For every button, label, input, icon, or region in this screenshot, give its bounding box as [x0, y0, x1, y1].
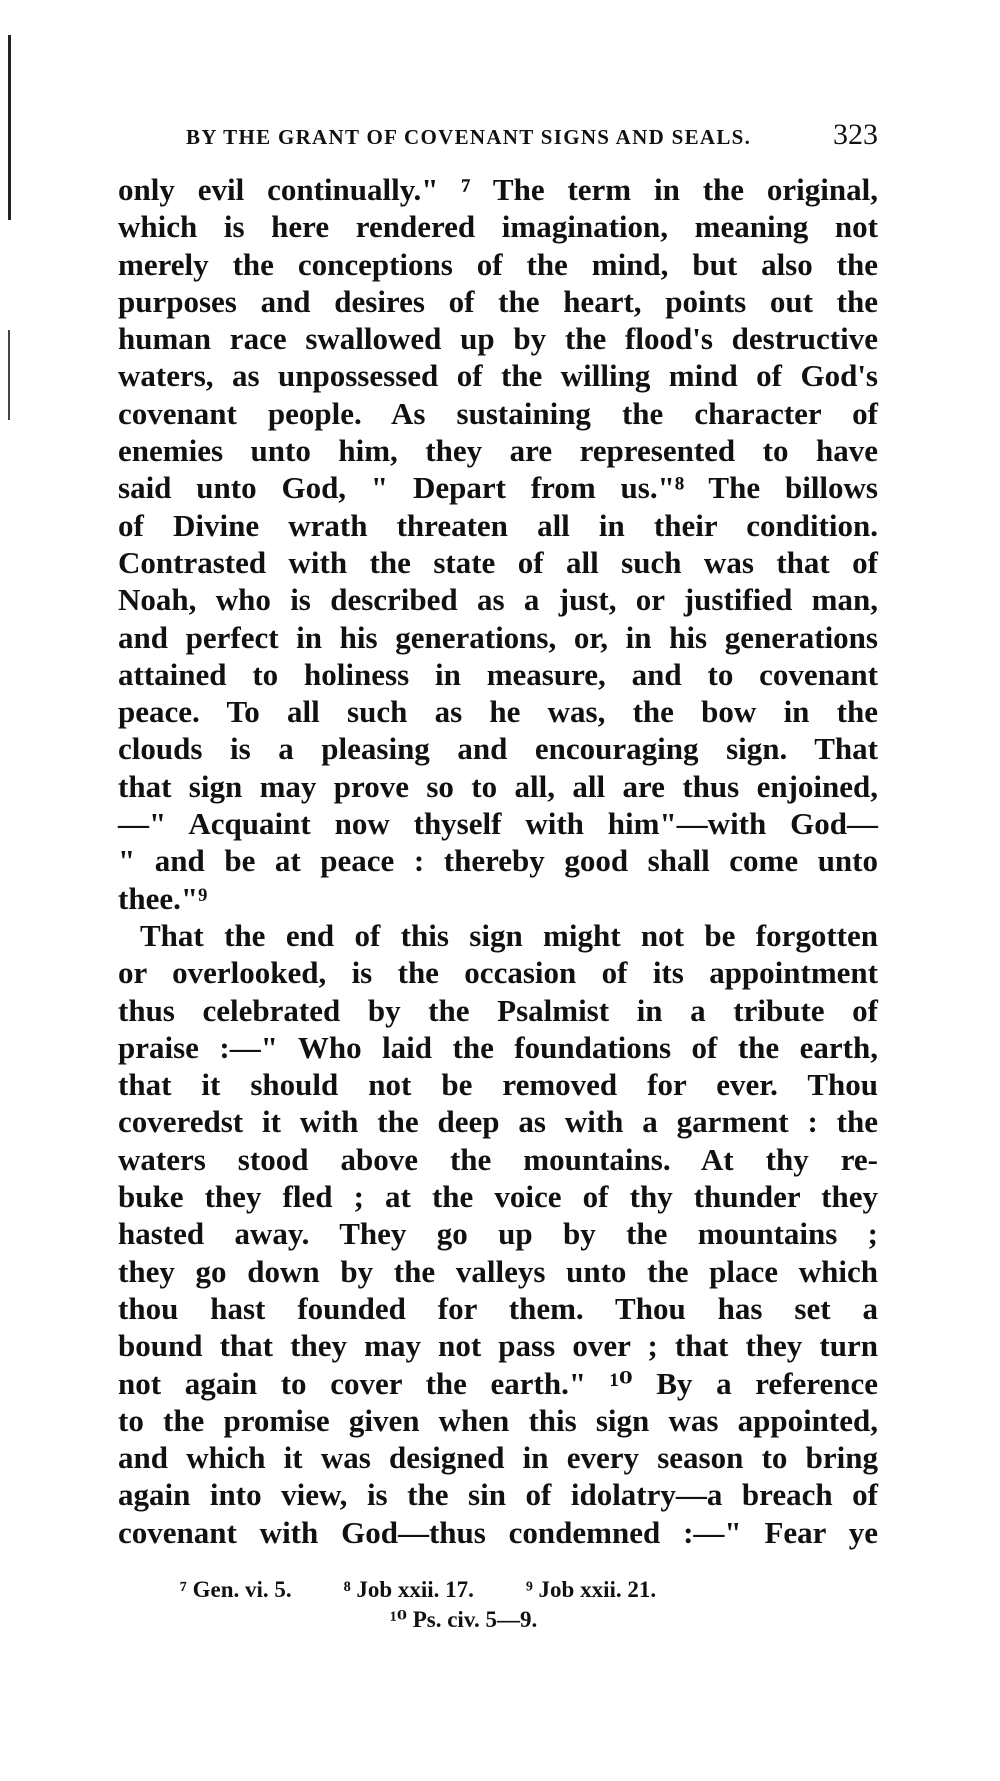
- text-line: said unto God, " Depart from us."⁸ The billows: [118, 470, 878, 506]
- text-line: thus celebrated by the Psalmist in a tribute of: [118, 992, 878, 1028]
- scan-edge-mark-lower: [8, 330, 10, 420]
- text-line: hasted away. They go up by the mountains ;: [118, 1216, 878, 1252]
- running-title: BY THE GRANT OF COVENANT SIGNS AND SEALS.: [186, 125, 752, 149]
- footnote-row: [118, 1575, 878, 1605]
- text-line: merely the conceptions of the mind, but also the: [118, 246, 878, 282]
- text-line-paragraph-start: That the end of this sign might not be forgotten: [140, 917, 878, 953]
- text-line: purposes and desires of the heart, points out the: [118, 283, 878, 319]
- text-line: thou hast founded for them. Thou has set a: [118, 1290, 878, 1326]
- text-line: not again to cover the earth." ¹⁰ By a reference: [118, 1365, 878, 1401]
- text-line: Contrasted with the state of all such was that of: [118, 544, 878, 580]
- text-line: —" Acquaint now thyself with him"—with God—: [118, 806, 878, 842]
- text-line: human race swallowed up by the flood's destructive: [118, 321, 878, 357]
- text-line: attained to holiness in measure, and to covenant: [118, 656, 878, 692]
- footnote-7: ⁷ Gen. vi. 5.: [180, 1576, 292, 1602]
- text-line: peace. To all such as he was, the bow in the: [118, 694, 878, 730]
- text-line: again into view, is the sin of idolatry—a breach of: [118, 1477, 878, 1513]
- text-line: waters stood above the mountains. At thy re-: [118, 1141, 878, 1177]
- text-line: they go down by the valleys unto the place which: [118, 1253, 878, 1289]
- footnote-9: ⁹ Job xxii. 21.: [525, 1576, 657, 1602]
- footnote-10: ¹⁰ Ps. civ. 5—9.: [390, 1606, 538, 1632]
- text-line: coveredst it with the deep as with a garment : the: [118, 1104, 878, 1140]
- text-line: clouds is a pleasing and encouraging sign. That: [118, 731, 878, 767]
- text-line: which is here rendered imagination, meaning not: [118, 209, 878, 245]
- text-line: that sign may prove so to all, all are thus enjoined,: [118, 768, 878, 804]
- text-line: praise :—" Who laid the foundations of the earth,: [118, 1029, 878, 1065]
- book-page: [118, 118, 878, 1635]
- running-head: [186, 118, 878, 168]
- body-text: [118, 171, 878, 1551]
- page-number: 323: [833, 118, 878, 151]
- text-line: enemies unto him, they are represented to have: [118, 433, 878, 469]
- footnote-8: ⁸ Job xxii. 17.: [343, 1576, 474, 1602]
- text-line-paragraph-end: thee."⁹: [118, 880, 208, 916]
- text-line: and perfect in his generations, or, in his generations: [118, 619, 878, 655]
- text-line: waters, as unpossessed of the willing mind of God's: [118, 358, 878, 394]
- text-line: covenant with God—thus condemned :—" Fear ye: [118, 1514, 878, 1550]
- scan-edge-mark: [8, 35, 11, 220]
- text-line: only evil continually." ⁷ The term in the original,: [118, 172, 878, 207]
- text-line: and which it was designed in every season to bring: [118, 1440, 878, 1476]
- text-line: bound that they may not pass over ; that they turn: [118, 1328, 878, 1364]
- text-line: to the promise given when this sign was appointed,: [118, 1402, 878, 1438]
- text-line: Noah, who is described as a just, or justified man,: [118, 582, 878, 618]
- text-line: or overlooked, is the occasion of its appointment: [118, 955, 878, 991]
- text-line: " and be at peace : thereby good shall come unto: [118, 843, 878, 879]
- footnotes: [118, 1575, 878, 1635]
- text-line: buke they fled ; at the voice of thy thunder they: [118, 1179, 878, 1215]
- text-line: that it should not be removed for ever. Thou: [118, 1067, 878, 1103]
- footnote-row: [118, 1605, 878, 1635]
- text-line: covenant people. As sustaining the character of: [118, 395, 878, 431]
- text-line: of Divine wrath threaten all in their condition.: [118, 507, 878, 543]
